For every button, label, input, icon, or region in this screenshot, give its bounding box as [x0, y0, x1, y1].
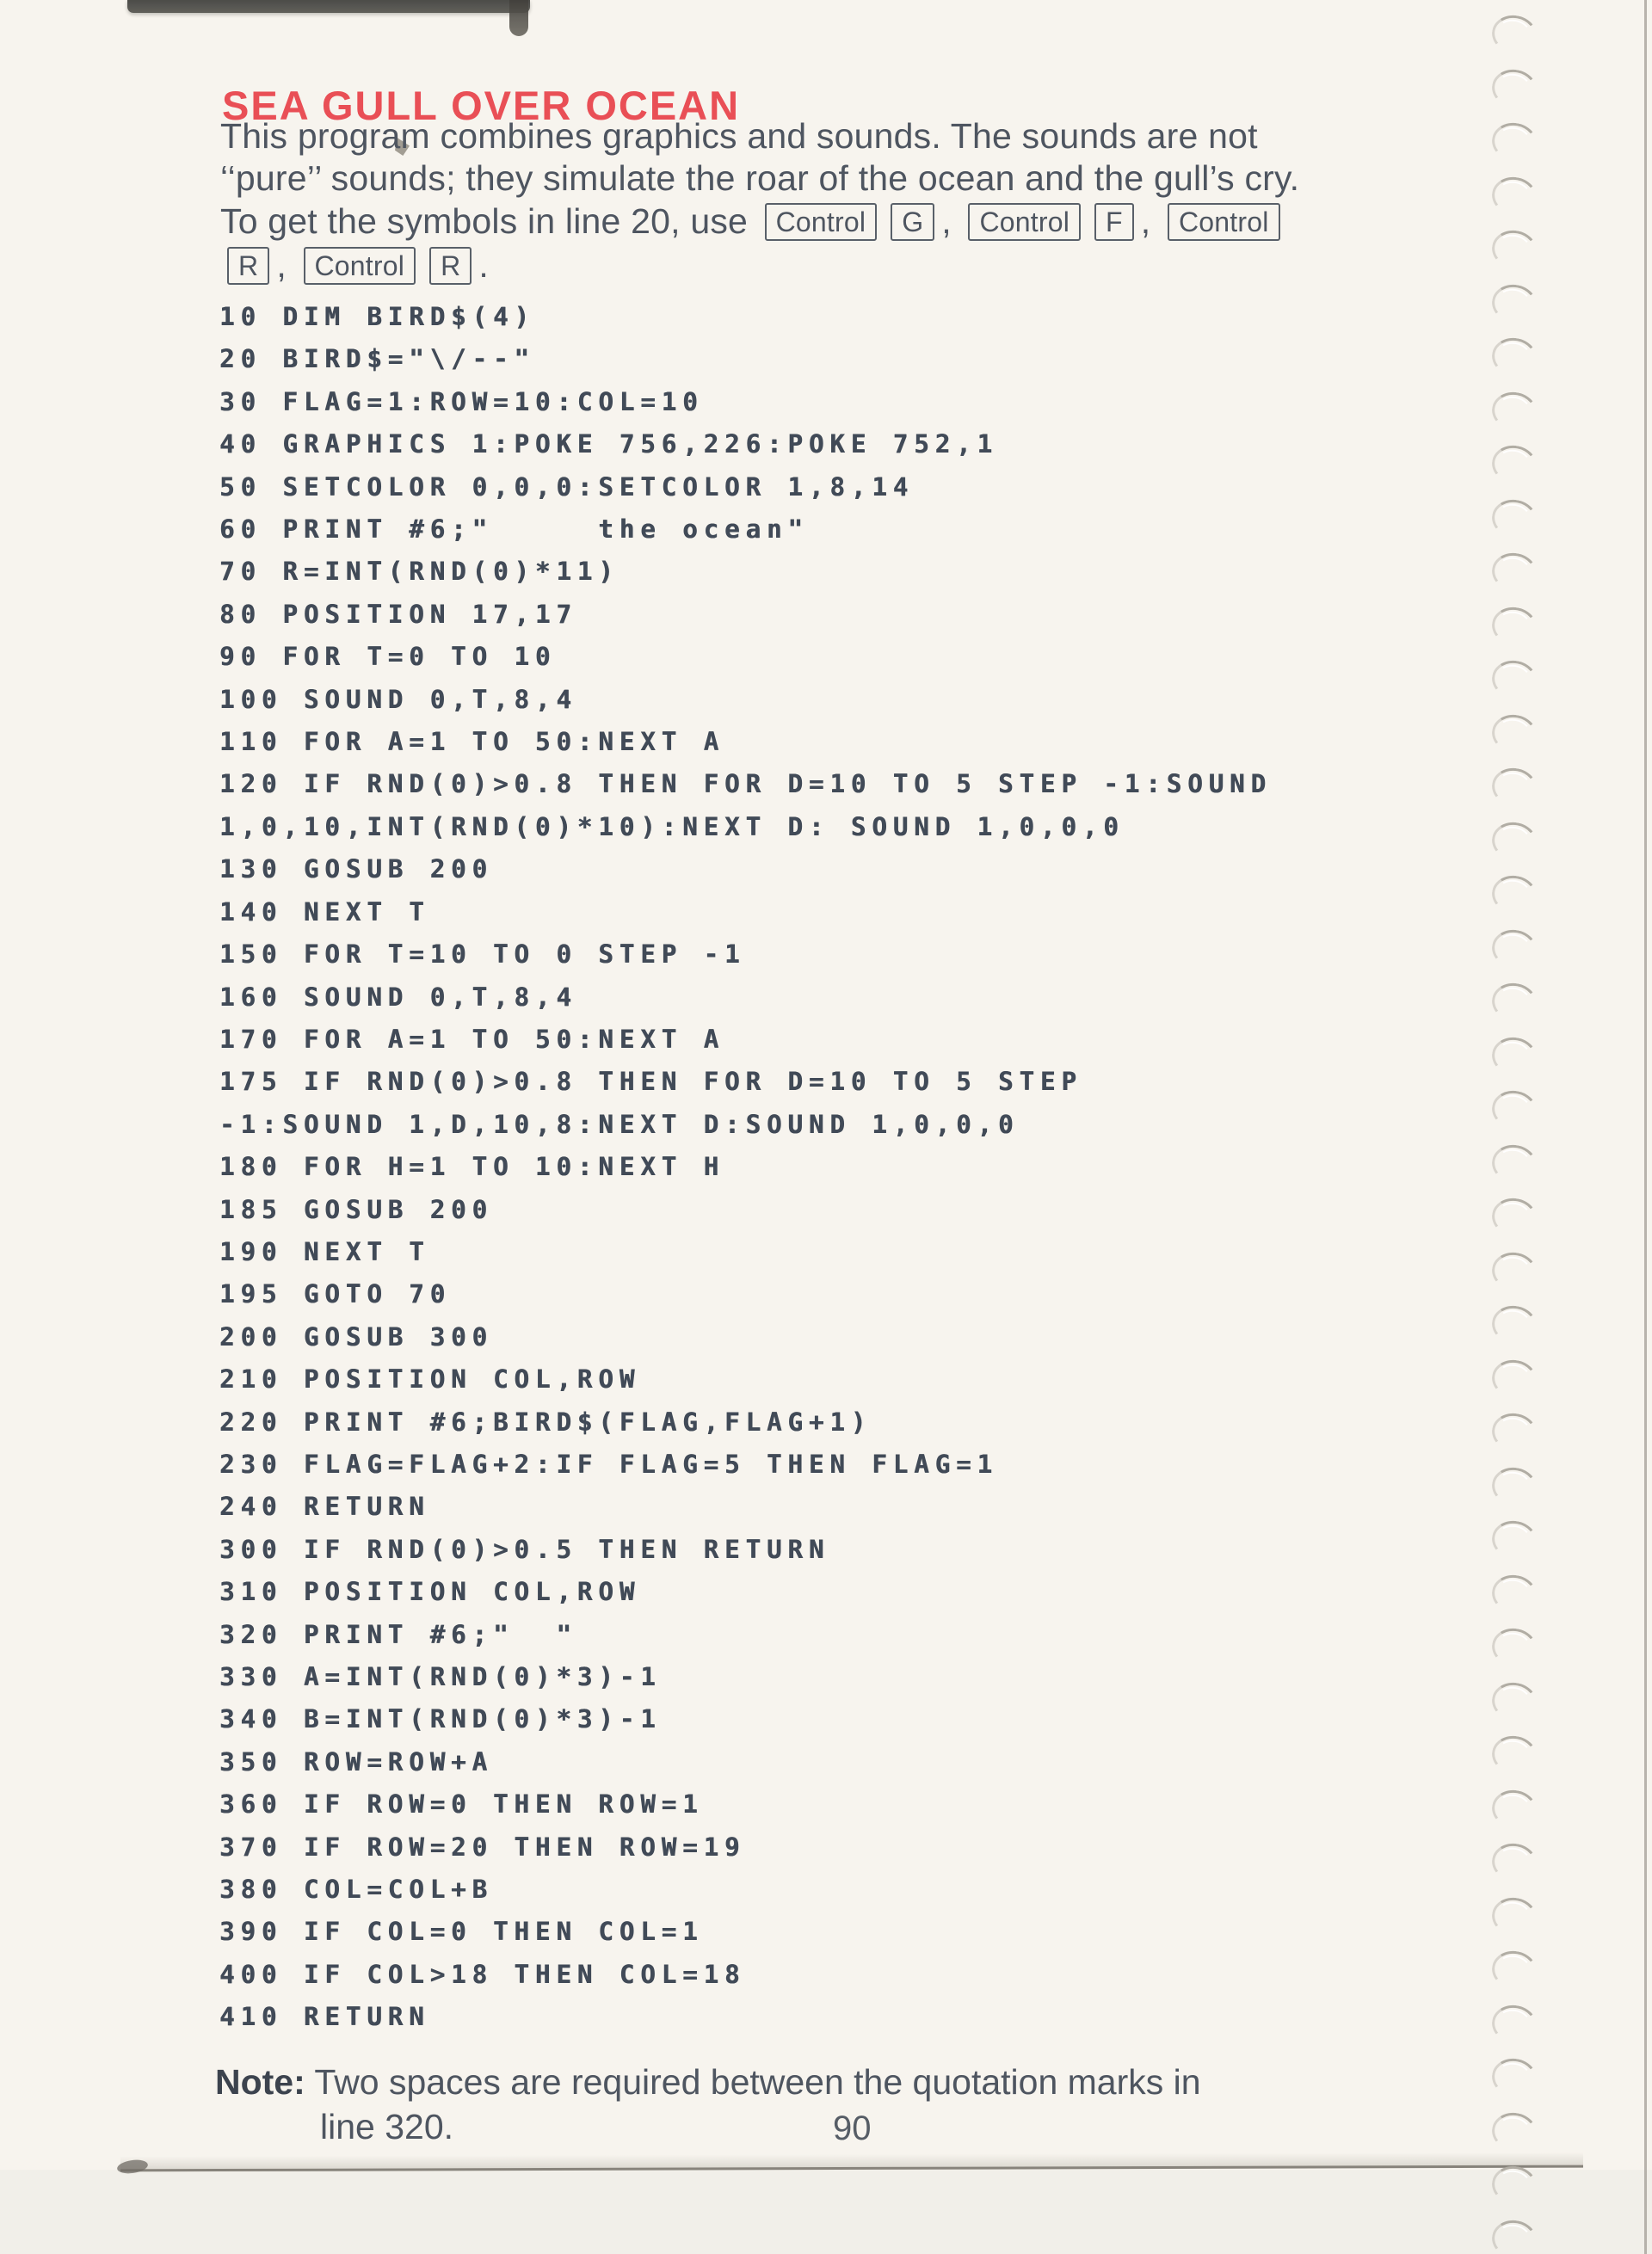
binding-ring-impression [1489, 1141, 1540, 1186]
code-line: 220 PRINT #6;BIRD$(FLAG,FLAG+1) [219, 1407, 872, 1437]
code-line: 110 FOR A=1 TO 50:NEXT A [219, 727, 725, 757]
binding-ring-impression [1489, 1410, 1540, 1455]
binding-ring-impression [1489, 2001, 1540, 2046]
binding-ring-impression [1489, 1948, 1540, 1992]
code-line: 150 FOR T=10 TO 0 STEP -1 [219, 939, 746, 970]
code-line: 400 IF COL>18 THEN COL=18 [219, 1959, 746, 1989]
binding-ring-impression [1489, 388, 1540, 433]
code-line: 50 SETCOLOR 0,0,0:SETCOLOR 1,8,14 [219, 471, 915, 502]
code-line: 390 IF COL=0 THEN COL=1 [219, 1917, 704, 1947]
code-line: 60 PRINT #6;" the ocean" [219, 514, 809, 545]
binding-ring-impression [1489, 1248, 1540, 1293]
code-line: 195 GOTO 70 [219, 1279, 452, 1309]
scan-artifact-smudge [127, 0, 530, 13]
code-line: 380 COL=COL+B [219, 1875, 493, 1905]
keyboard-key-control: Control [765, 203, 878, 241]
code-line: 370 IF ROW=20 THEN ROW=19 [219, 1832, 746, 1862]
code-line: 175 IF RND(0)>0.8 THEN FOR D=10 TO 5 STEP [219, 1067, 1082, 1097]
code-line: 1,0,10,INT(RND(0)*10):NEXT D: SOUND 1,0,0,0 [219, 811, 1125, 841]
binding-ring-impression [1489, 65, 1540, 110]
code-line: 160 SOUND 0,T,8,4 [219, 982, 577, 1012]
code-listing [219, 296, 1272, 2039]
binding-ring-impression [1489, 12, 1540, 57]
note-body: Two spaces are required between the quotation marks in [305, 2062, 1201, 2102]
binding-ring-impression [1489, 1356, 1540, 1401]
binding-ring-impression [1489, 1840, 1540, 1885]
binding-ring-impression [1489, 765, 1540, 810]
binding-ring-impression [1489, 280, 1540, 325]
binding-ring-impression [1489, 442, 1540, 487]
scan-artifact-smudge-blob [509, 0, 528, 36]
binding-ring-impression [1489, 1303, 1540, 1347]
binding-ring-impression [1489, 1087, 1540, 1132]
intro-text-segment: . [478, 245, 489, 285]
binding-ring-impression [1489, 1195, 1540, 1240]
binding-ring-impression [1489, 1033, 1540, 1078]
page-number: 90 [833, 2109, 872, 2147]
intro-line-3 [220, 200, 1287, 243]
code-line: 40 GRAPHICS 1:POKE 756,226:POKE 752,1 [219, 429, 999, 459]
code-line: 360 IF ROW=0 THEN ROW=1 [219, 1789, 704, 1820]
binding-ring-impression [1489, 711, 1540, 755]
intro-text-segment: , [1140, 201, 1161, 241]
keyboard-key-f: F [1094, 203, 1134, 241]
binding-ring-impression [1489, 980, 1540, 1025]
note-text-line2: line 320. [320, 2107, 454, 2146]
code-line: 130 GOSUB 200 [219, 854, 493, 884]
page-title: SEA GULL OVER OCEAN [222, 83, 741, 129]
code-line: 180 FOR H=1 TO 10:NEXT H [219, 1152, 725, 1182]
code-line: 210 POSITION COL,ROW [219, 1364, 641, 1395]
binding-ring-impression [1489, 1894, 1540, 1938]
code-line: 20 BIRD$="\/--" [219, 344, 535, 374]
code-line: 90 FOR T=0 TO 10 [219, 642, 557, 672]
code-line: 310 POSITION COL,ROW [219, 1577, 641, 1607]
binding-ring-impression [1489, 120, 1540, 164]
code-line: 240 RETURN [219, 1492, 430, 1522]
binding-ring-impression [1489, 496, 1540, 540]
code-line: 230 FLAG=FLAG+2:IF FLAG=5 THEN FLAG=1 [219, 1449, 999, 1479]
binding-ring-impression [1489, 926, 1540, 970]
keyboard-key-r: R [429, 247, 472, 285]
intro-text-segment: , [276, 245, 297, 285]
keyboard-key-control: Control [968, 203, 1081, 241]
binding-ring-impression [1489, 1463, 1540, 1508]
binding-ring-impression [1489, 2109, 1540, 2153]
binding-ring-impression [1489, 173, 1540, 218]
keyboard-key-g: G [891, 203, 934, 241]
code-line: 190 NEXT T [219, 1236, 430, 1266]
binding-ring-impression [1489, 227, 1540, 272]
code-line: 120 IF RND(0)>0.8 THEN FOR D=10 TO 5 STEP -1:SOUND [219, 769, 1272, 799]
intro-text-segment: To get the symbols in line 20, use [220, 201, 758, 241]
binding-ring-impression [1489, 657, 1540, 702]
intro-line-2: ‘‘pure’’ sounds; they simulate the roar of the ocean and the gull’s cry. [220, 158, 1300, 198]
binding-ring-impression [1489, 1571, 1540, 1616]
keyboard-key-r: R [227, 247, 269, 285]
code-line: 30 FLAG=1:ROW=10:COL=10 [219, 386, 704, 416]
code-line: 410 RETURN [219, 2002, 430, 2032]
code-line: 185 GOSUB 200 [219, 1194, 493, 1224]
intro-line-4 [220, 244, 489, 286]
binding-ring-impression [1489, 872, 1540, 917]
code-line: 300 IF RND(0)>0.5 THEN RETURN [219, 1534, 830, 1564]
note-text [215, 2061, 1201, 2103]
code-line: 140 NEXT T [219, 896, 430, 927]
keyboard-key-control: Control [1168, 203, 1280, 241]
binding-ring-impression [1489, 1518, 1540, 1562]
intro-text-segment: , [941, 201, 962, 241]
binding-ring-impression [1489, 550, 1540, 594]
code-line: 70 R=INT(RND(0)*11) [219, 557, 620, 587]
code-line: 330 A=INT(RND(0)*3)-1 [219, 1662, 662, 1691]
code-line: 340 B=INT(RND(0)*3)-1 [219, 1704, 662, 1734]
code-line: 320 PRINT #6;" " [219, 1619, 577, 1649]
scan-right-edge [1644, 0, 1647, 2254]
binding-ring-impression [1489, 818, 1540, 863]
intro-line-1: This program combines graphics and sounds. The sounds are not [220, 116, 1258, 156]
binding-ring-impression [1489, 2055, 1540, 2100]
code-line: 10 DIM BIRD$(4) [219, 302, 535, 331]
keyboard-key-control: Control [304, 247, 416, 285]
binding-ring-impression [1489, 335, 1540, 379]
code-line: 100 SOUND 0,T,8,4 [219, 684, 577, 714]
code-line: 200 GOSUB 300 [219, 1321, 493, 1352]
binding-ring-impression [1489, 1678, 1540, 1723]
binding-ring-impression [1489, 1733, 1540, 1777]
code-line: 350 ROW=ROW+A [219, 1746, 493, 1777]
next-page-surface [0, 2170, 1652, 2254]
binding-ring-impression [1489, 603, 1540, 648]
note-label: Note: [215, 2062, 305, 2102]
binding-ring-impression [1489, 1625, 1540, 1670]
code-line: 170 FOR A=1 TO 50:NEXT A [219, 1024, 725, 1054]
binding-ring-impression [1489, 1786, 1540, 1831]
code-line: -1:SOUND 1,D,10,8:NEXT D:SOUND 1,0,0,0 [219, 1109, 1020, 1139]
code-line: 80 POSITION 17,17 [219, 599, 577, 629]
